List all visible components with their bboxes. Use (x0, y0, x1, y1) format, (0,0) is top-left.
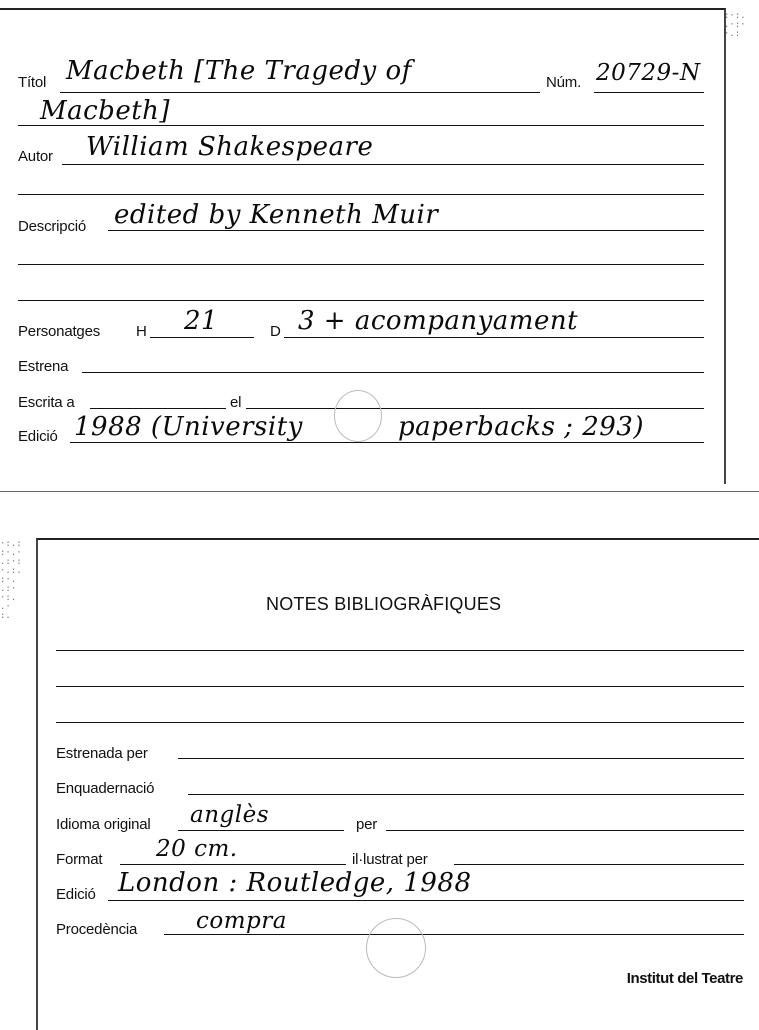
descripcio-label: Descripció (18, 218, 87, 235)
institution-footer: Institut del Teatre (626, 970, 743, 987)
procedencia-line (164, 934, 744, 935)
edicio-label: Edició (18, 428, 58, 445)
autor-label: Autor (18, 148, 53, 165)
enquadernacio-label: Enquadernació (56, 780, 155, 797)
notes-line-1 (56, 650, 744, 651)
edicio-back-value: London : Routledge, 1988 (118, 868, 472, 898)
num-label: Núm. (546, 74, 582, 91)
titol-value-continued: Macbeth] (40, 96, 171, 126)
personatges-d-value: 3 + acompanyament (298, 306, 579, 336)
illustrat-label: il·lustrat per (352, 851, 428, 868)
personatges-h-line (150, 337, 254, 338)
personatges-d-label: D (270, 323, 281, 340)
notes-line-3 (56, 722, 744, 723)
titol-label: Títol (18, 74, 47, 91)
num-line (594, 92, 704, 93)
catalog-card-back (36, 538, 759, 1030)
titol-line-2 (18, 125, 704, 126)
edicio-value-part1: 1988 (University (74, 412, 303, 442)
idioma-label: Idioma original (56, 816, 151, 833)
escrita-line (90, 408, 226, 409)
procedencia-label: Procedència (56, 921, 138, 938)
format-value: 20 cm. (156, 836, 238, 862)
enquadernacio-line (188, 794, 744, 795)
estrenada-label: Estrenada per (56, 745, 148, 762)
descripcio-line-2 (18, 264, 704, 265)
edicio-back-label: Edició (56, 886, 96, 903)
card-separator (0, 491, 759, 492)
escrita-label: Escrita a (18, 394, 75, 411)
descripcio-line-3 (18, 300, 704, 301)
el-line (246, 408, 704, 409)
personatges-label: Personatges (18, 323, 101, 340)
estrena-label: Estrena (18, 358, 69, 375)
edicio-line (70, 442, 704, 443)
descripcio-value: edited by Kenneth Muir (114, 200, 439, 230)
titol-line (60, 92, 540, 93)
personatges-d-line (284, 337, 704, 338)
personatges-h-value: 21 (184, 306, 219, 336)
descripcio-line (108, 230, 704, 231)
edicio-value-part2: paperbacks ; 293) (398, 412, 644, 442)
edicio-back-line (108, 900, 744, 901)
autor-line (62, 164, 704, 165)
autor-value: William Shakespeare (86, 132, 374, 162)
notes-heading: NOTES BIBLIOGRÀFIQUES (266, 594, 502, 614)
idioma-value: anglès (190, 802, 270, 828)
catalog-card-front (0, 8, 726, 484)
personatges-h-label: H (136, 323, 147, 340)
notes-line-2 (56, 686, 744, 687)
punch-hole (366, 918, 426, 978)
scan-speckle: ·:.: :·.· .:·: ·.:. :·. .:· ·:. .· :. (0, 539, 22, 621)
estrena-line (82, 372, 704, 373)
procedencia-value: compra (196, 908, 287, 934)
estrenada-line (178, 758, 744, 759)
scan-speckle: :·:. .·:· ·.: (724, 11, 746, 39)
punch-hole (334, 390, 382, 442)
format-line (120, 864, 346, 865)
format-label: Format (56, 851, 103, 868)
num-value: 20729-N (596, 60, 701, 86)
idioma-line (178, 830, 344, 831)
per-line (386, 830, 744, 831)
autor-line-2 (18, 194, 704, 195)
titol-value: Macbeth [The Tragedy of (66, 56, 412, 86)
per-label: per (356, 816, 378, 833)
el-label: el (230, 394, 242, 411)
illustrat-line (454, 864, 744, 865)
